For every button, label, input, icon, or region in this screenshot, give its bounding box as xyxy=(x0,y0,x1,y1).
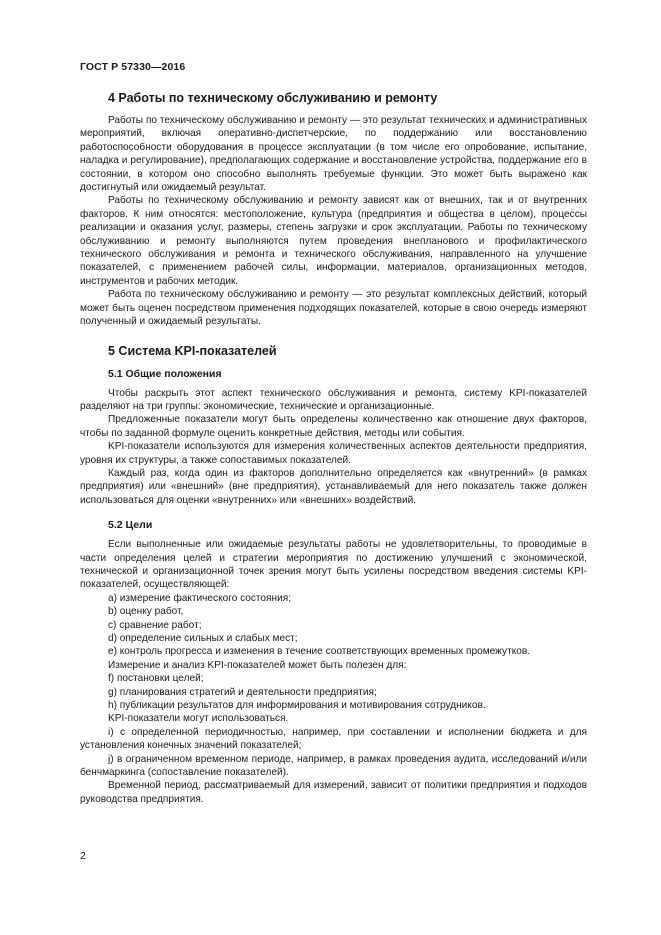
section-5-title: 5 Система KPI-показателей xyxy=(108,343,277,358)
page-number: 2 xyxy=(80,850,86,862)
section-5-2-intro: Если выполненные или ожидаемые результаты работы не удовлетворительны, то проводимые в части определения целей и стратегии мероприятия по достижению улучшений с экономической, технической и организационной точек зрения могут быть усилены посредством введения системы KPI-показателей, осуществляющей: xyxy=(80,539,587,591)
page-content xyxy=(80,90,587,806)
document-code: ГОСТ Р 57330—2016 xyxy=(80,61,186,73)
section-5-2-paragraph: KPI-показатели могут использоваться. xyxy=(108,713,289,725)
section-5-2-title: 5.2 Цели xyxy=(108,519,153,532)
section-5-2-paragraph: Измерение и анализ KPI-показателей может быть полезен для: xyxy=(108,659,407,671)
section-4-title: 4 Работы по техническому обслуживанию и ремонту xyxy=(108,91,438,105)
section-5-1-paragraph: Чтобы раскрыть этот аспект технического обслуживания и ремонта, систему KPI-показателей разделяют на три группы: экономические, технические и организационные. xyxy=(80,387,587,412)
section-5-2-item-j: j) в ограниченном временном периоде, например, в рамках проведения аудита, исследований и/или бенчмаркинга (сопоставление показателей). xyxy=(80,753,587,779)
list-item: e) контроль прогресса и изменения в течение соответствующих временных промежутков. xyxy=(108,646,531,658)
list-item: f) постановки целей; xyxy=(108,673,204,685)
list-item: a) измерение фактического состояния; xyxy=(108,592,291,604)
section-4-paragraph: Работа по техническому обслуживанию и ремонту — это результат комплексных действий, который может быть оценен посредством применения подходящих показателей, которые в свою очередь измеряют полученный и ожидаемый результаты. xyxy=(80,289,587,328)
list-item: h) публикации результатов для информирования и мотивирования сотрудников. xyxy=(108,700,486,712)
section-4-paragraph: Работы по техническому обслуживанию и ремонту зависят как от внешних, так и от внутренних факторов. К ним относятся: местоположение, культура (предприятия и общества в целом), процессы реализации и оказания услуг, размеры, степень загрузки и срок эксплуатации. Работы по техническому обслуживанию и ремонту выполняются путем проведения внепланового и профилактического технического обслуживания и ремонта и технического обслуживания, направленного на улучшение показателей, с применением рабочей силы, информации, материалов, организационных методов, инструментов и рабочих методик. xyxy=(80,195,587,287)
section-5-2-item-i: i) с определенной периодичностью, например, при составлении и исполнении бюджета и для установления конечных значений показателей; xyxy=(80,726,587,752)
list-item: g) планирования стратегий и деятельности предприятия; xyxy=(108,686,377,698)
section-5-1-paragraph: Каждый раз, когда один из факторов дополнительно определяется как «внутренний» (в рамках предприятия) или «внешний» (вне предприятия), устанавливаемый для него показатель также должен использоваться для оценки «внутренних» или «внешних» воздействий. xyxy=(80,467,587,506)
section-5-2-paragraph: Временной период, рассматриваемый для измерений, зависит от политики предприятия и подходов руководства предприятия. xyxy=(80,780,587,805)
list-item: c) сравнение работ; xyxy=(108,619,202,631)
section-5-1-paragraph: KPI-показатели используются для измерения количественных аспектов деятельности предприятия, уровня их структуры, а также сопоставимых показателей. xyxy=(80,441,587,466)
list-item: b) оценку работ, xyxy=(108,606,184,618)
section-5-1-title: 5.1 Общие положения xyxy=(108,367,222,380)
list-item: d) определение сильных и слабых мест; xyxy=(108,633,298,644)
section-4-paragraph: Работы по техническому обслуживанию и ремонту — это результат технических и административных мероприятий, включая оперативно-диспетчерские, по поддержанию или восстановлению работоспособности оборудования в процессе эксплуатации (в том числе его опробование, испытание, наладка и регулирование), предполагающих содержание и восстановление устройства, поддержание его в состоянии, в котором оно способно выполнять требуемые функции. Это может быть выражено как достигнутый или ожидаемый результат. xyxy=(80,115,587,194)
section-5-1-paragraph: Предложенные показатели могут быть определены количественно как отношение двух факторов, чтобы по заданной формуле оценить конкретные действия, методы или события. xyxy=(80,414,587,439)
